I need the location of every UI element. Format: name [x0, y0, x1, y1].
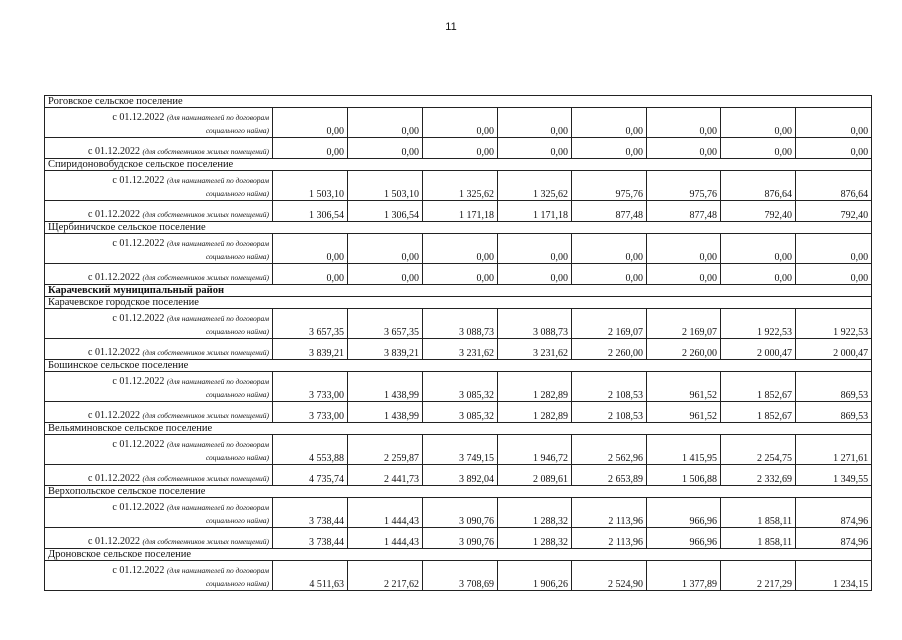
value-cell: 2 524,90	[572, 561, 647, 591]
owner-tariff-row	[45, 264, 872, 285]
value-cell: 3 738,44	[273, 528, 348, 549]
settlement-header-row	[45, 549, 872, 561]
row-date: с 01.12.2022	[88, 410, 140, 421]
value-cell: 2 653,89	[572, 465, 647, 486]
tenant-tariff-row	[45, 309, 872, 339]
owner-tariff-row	[45, 138, 872, 159]
value-cell: 0,00	[721, 138, 796, 159]
value-cell: 961,52	[647, 372, 721, 402]
value-cell: 3 657,35	[348, 309, 423, 339]
settlement-header-row	[45, 159, 872, 171]
row-label	[45, 234, 273, 264]
value-cell: 3 892,04	[423, 465, 498, 486]
value-cell: 1 858,11	[721, 528, 796, 549]
value-cell: 2 108,53	[572, 402, 647, 423]
value-cell: 0,00	[273, 138, 348, 159]
value-cell: 876,64	[721, 171, 796, 201]
settlement-title: Дроновское сельское поселение	[45, 549, 872, 561]
settlement-title: Верхопольское сельское поселение	[45, 486, 872, 498]
value-cell: 0,00	[348, 108, 423, 138]
value-cell: 1 325,62	[498, 171, 572, 201]
row-date: с 01.12.2022	[88, 536, 140, 547]
value-cell: 3 088,73	[423, 309, 498, 339]
value-cell: 1 271,61	[796, 435, 872, 465]
row-note: (для собственников жилых помещений)	[142, 273, 269, 282]
value-cell: 1 946,72	[498, 435, 572, 465]
value-cell: 3 088,73	[498, 309, 572, 339]
settlement-header-row	[45, 360, 872, 372]
value-cell: 0,00	[721, 234, 796, 264]
row-label	[45, 435, 273, 465]
value-cell: 1 438,99	[348, 402, 423, 423]
tenant-tariff-row	[45, 108, 872, 138]
owner-tariff-row	[45, 339, 872, 360]
value-cell: 876,64	[796, 171, 872, 201]
value-cell: 0,00	[423, 264, 498, 285]
value-cell: 1 922,53	[796, 309, 872, 339]
value-cell: 3 733,00	[273, 402, 348, 423]
value-cell: 0,00	[721, 264, 796, 285]
value-cell: 1 438,99	[348, 372, 423, 402]
row-note: (для нанимателей по договорам	[166, 314, 269, 323]
owner-tariff-row	[45, 528, 872, 549]
row-note: (для нанимателей по договорам	[166, 113, 269, 122]
value-cell: 3 839,21	[273, 339, 348, 360]
value-cell: 3 733,00	[273, 372, 348, 402]
value-cell: 2 000,47	[796, 339, 872, 360]
value-cell: 3 231,62	[498, 339, 572, 360]
value-cell: 0,00	[721, 108, 796, 138]
value-cell: 2 169,07	[647, 309, 721, 339]
row-date: с 01.12.2022	[112, 502, 165, 513]
value-cell: 1 282,89	[498, 402, 572, 423]
value-cell: 2 113,96	[572, 498, 647, 528]
tenant-tariff-row	[45, 561, 872, 591]
settlement-title: Спиридоновобудское сельское поселение	[45, 159, 872, 171]
value-cell: 1 377,89	[647, 561, 721, 591]
tenant-tariff-row	[45, 171, 872, 201]
value-cell: 1 171,18	[498, 201, 572, 222]
row-date: с 01.12.2022	[88, 473, 140, 484]
value-cell: 4 511,63	[273, 561, 348, 591]
value-cell: 0,00	[796, 264, 872, 285]
value-cell: 0,00	[796, 108, 872, 138]
value-cell: 1 922,53	[721, 309, 796, 339]
row-label	[45, 201, 273, 222]
value-cell: 3 090,76	[423, 528, 498, 549]
settlement-header-row	[45, 486, 872, 498]
value-cell: 0,00	[572, 108, 647, 138]
value-cell: 0,00	[348, 234, 423, 264]
tenant-tariff-row	[45, 372, 872, 402]
value-cell: 874,96	[796, 528, 872, 549]
value-cell: 1 503,10	[348, 171, 423, 201]
settlement-header-row	[45, 222, 872, 234]
value-cell: 1 288,32	[498, 498, 572, 528]
row-label	[45, 264, 273, 285]
tariff-table	[44, 95, 872, 591]
row-note: (для нанимателей по договорам	[166, 377, 269, 386]
value-cell: 3 231,62	[423, 339, 498, 360]
value-cell: 1 503,10	[273, 171, 348, 201]
value-cell: 2 113,96	[572, 528, 647, 549]
value-cell: 1 234,15	[796, 561, 872, 591]
table-body	[45, 96, 872, 591]
row-date: с 01.12.2022	[88, 272, 140, 283]
value-cell: 1 444,43	[348, 498, 423, 528]
district-title: Карачевский муниципальный район	[45, 285, 872, 297]
value-cell: 1 906,26	[498, 561, 572, 591]
owner-tariff-row	[45, 201, 872, 222]
row-label	[45, 108, 273, 138]
value-cell: 0,00	[572, 234, 647, 264]
value-cell: 2 000,47	[721, 339, 796, 360]
row-label	[45, 138, 273, 159]
settlement-title: Роговское сельское поселение	[45, 96, 872, 108]
value-cell: 1 349,55	[796, 465, 872, 486]
value-cell: 3 738,44	[273, 498, 348, 528]
value-cell: 0,00	[647, 234, 721, 264]
row-label	[45, 339, 273, 360]
value-cell: 2 259,87	[348, 435, 423, 465]
value-cell: 3 749,15	[423, 435, 498, 465]
row-date: с 01.12.2022	[88, 146, 140, 157]
value-cell: 1 506,88	[647, 465, 721, 486]
value-cell: 0,00	[423, 138, 498, 159]
value-cell: 0,00	[647, 108, 721, 138]
row-note: (для нанимателей по договорам	[166, 176, 269, 185]
value-cell: 0,00	[498, 264, 572, 285]
value-cell: 2 260,00	[647, 339, 721, 360]
value-cell: 2 441,73	[348, 465, 423, 486]
value-cell: 3 657,35	[273, 309, 348, 339]
value-cell: 0,00	[572, 264, 647, 285]
row-note: социального найма)	[205, 390, 269, 399]
value-cell: 2 217,29	[721, 561, 796, 591]
value-cell: 2 217,62	[348, 561, 423, 591]
settlement-title: Вельяминовское сельское поселение	[45, 423, 872, 435]
value-cell: 0,00	[796, 234, 872, 264]
value-cell: 2 332,69	[721, 465, 796, 486]
value-cell: 3 839,21	[348, 339, 423, 360]
row-note: (для собственников жилых помещений)	[142, 348, 269, 357]
value-cell: 0,00	[647, 264, 721, 285]
value-cell: 3 708,69	[423, 561, 498, 591]
row-date: с 01.12.2022	[112, 112, 165, 123]
value-cell: 961,52	[647, 402, 721, 423]
value-cell: 975,76	[647, 171, 721, 201]
value-cell: 0,00	[498, 234, 572, 264]
row-date: с 01.12.2022	[112, 313, 165, 324]
row-note: (для нанимателей по договорам	[166, 440, 269, 449]
value-cell: 0,00	[572, 138, 647, 159]
value-cell: 2 254,75	[721, 435, 796, 465]
value-cell: 1 852,67	[721, 372, 796, 402]
district-header-row	[45, 285, 872, 297]
value-cell: 966,96	[647, 528, 721, 549]
tenant-tariff-row	[45, 498, 872, 528]
value-cell: 2 169,07	[572, 309, 647, 339]
row-note: (для собственников жилых помещений)	[142, 210, 269, 219]
row-note: (для собственников жилых помещений)	[142, 537, 269, 546]
value-cell: 3 090,76	[423, 498, 498, 528]
value-cell: 1 858,11	[721, 498, 796, 528]
row-label	[45, 528, 273, 549]
value-cell: 975,76	[572, 171, 647, 201]
value-cell: 0,00	[498, 108, 572, 138]
settlement-title: Карачевское городское поселение	[45, 297, 872, 309]
owner-tariff-row	[45, 465, 872, 486]
value-cell: 2 089,61	[498, 465, 572, 486]
value-cell: 0,00	[348, 138, 423, 159]
row-label	[45, 402, 273, 423]
value-cell: 0,00	[796, 138, 872, 159]
row-label	[45, 498, 273, 528]
settlement-header-row	[45, 96, 872, 108]
row-note: социального найма)	[205, 327, 269, 336]
row-note: социального найма)	[205, 579, 269, 588]
owner-tariff-row	[45, 402, 872, 423]
value-cell: 1 325,62	[423, 171, 498, 201]
row-date: с 01.12.2022	[112, 238, 165, 249]
value-cell: 0,00	[273, 264, 348, 285]
settlement-header-row	[45, 423, 872, 435]
row-date: с 01.12.2022	[112, 376, 165, 387]
value-cell: 877,48	[572, 201, 647, 222]
row-date: с 01.12.2022	[112, 565, 165, 576]
value-cell: 0,00	[273, 108, 348, 138]
row-label	[45, 372, 273, 402]
value-cell: 4 553,88	[273, 435, 348, 465]
value-cell: 3 085,32	[423, 372, 498, 402]
row-label	[45, 171, 273, 201]
value-cell: 1 288,32	[498, 528, 572, 549]
row-note: социального найма)	[205, 252, 269, 261]
settlement-header-row	[45, 297, 872, 309]
row-note: (для собственников жилых помещений)	[142, 411, 269, 420]
value-cell: 966,96	[647, 498, 721, 528]
value-cell: 4 735,74	[273, 465, 348, 486]
row-date: с 01.12.2022	[88, 209, 140, 220]
row-date: с 01.12.2022	[88, 347, 140, 358]
value-cell: 1 852,67	[721, 402, 796, 423]
value-cell: 869,53	[796, 372, 872, 402]
value-cell: 0,00	[498, 138, 572, 159]
row-note: (для нанимателей по договорам	[166, 566, 269, 575]
value-cell: 0,00	[348, 264, 423, 285]
page-number: 11	[445, 21, 457, 33]
row-note: социального найма)	[205, 516, 269, 525]
row-label	[45, 309, 273, 339]
row-note: (для собственников жилых помещений)	[142, 474, 269, 483]
value-cell: 3 085,32	[423, 402, 498, 423]
value-cell: 1 306,54	[273, 201, 348, 222]
value-cell: 2 562,96	[572, 435, 647, 465]
value-cell: 0,00	[273, 234, 348, 264]
value-cell: 2 108,53	[572, 372, 647, 402]
value-cell: 1 444,43	[348, 528, 423, 549]
value-cell: 877,48	[647, 201, 721, 222]
row-label	[45, 561, 273, 591]
row-note: (для собственников жилых помещений)	[142, 147, 269, 156]
value-cell: 0,00	[423, 108, 498, 138]
tenant-tariff-row	[45, 435, 872, 465]
row-note: социального найма)	[205, 126, 269, 135]
row-note: социального найма)	[205, 453, 269, 462]
value-cell: 1 306,54	[348, 201, 423, 222]
value-cell: 792,40	[796, 201, 872, 222]
row-label	[45, 465, 273, 486]
value-cell: 869,53	[796, 402, 872, 423]
value-cell: 2 260,00	[572, 339, 647, 360]
value-cell: 1 171,18	[423, 201, 498, 222]
value-cell: 874,96	[796, 498, 872, 528]
row-date: с 01.12.2022	[112, 175, 165, 186]
row-note: социального найма)	[205, 189, 269, 198]
row-date: с 01.12.2022	[112, 439, 165, 450]
value-cell: 0,00	[647, 138, 721, 159]
settlement-title: Бошинское сельское поселение	[45, 360, 872, 372]
value-cell: 792,40	[721, 201, 796, 222]
row-note: (для нанимателей по договорам	[166, 239, 269, 248]
value-cell: 1 282,89	[498, 372, 572, 402]
value-cell: 0,00	[423, 234, 498, 264]
row-note: (для нанимателей по договорам	[166, 503, 269, 512]
value-cell: 1 415,95	[647, 435, 721, 465]
settlement-title: Щербиничское сельское поселение	[45, 222, 872, 234]
tenant-tariff-row	[45, 234, 872, 264]
